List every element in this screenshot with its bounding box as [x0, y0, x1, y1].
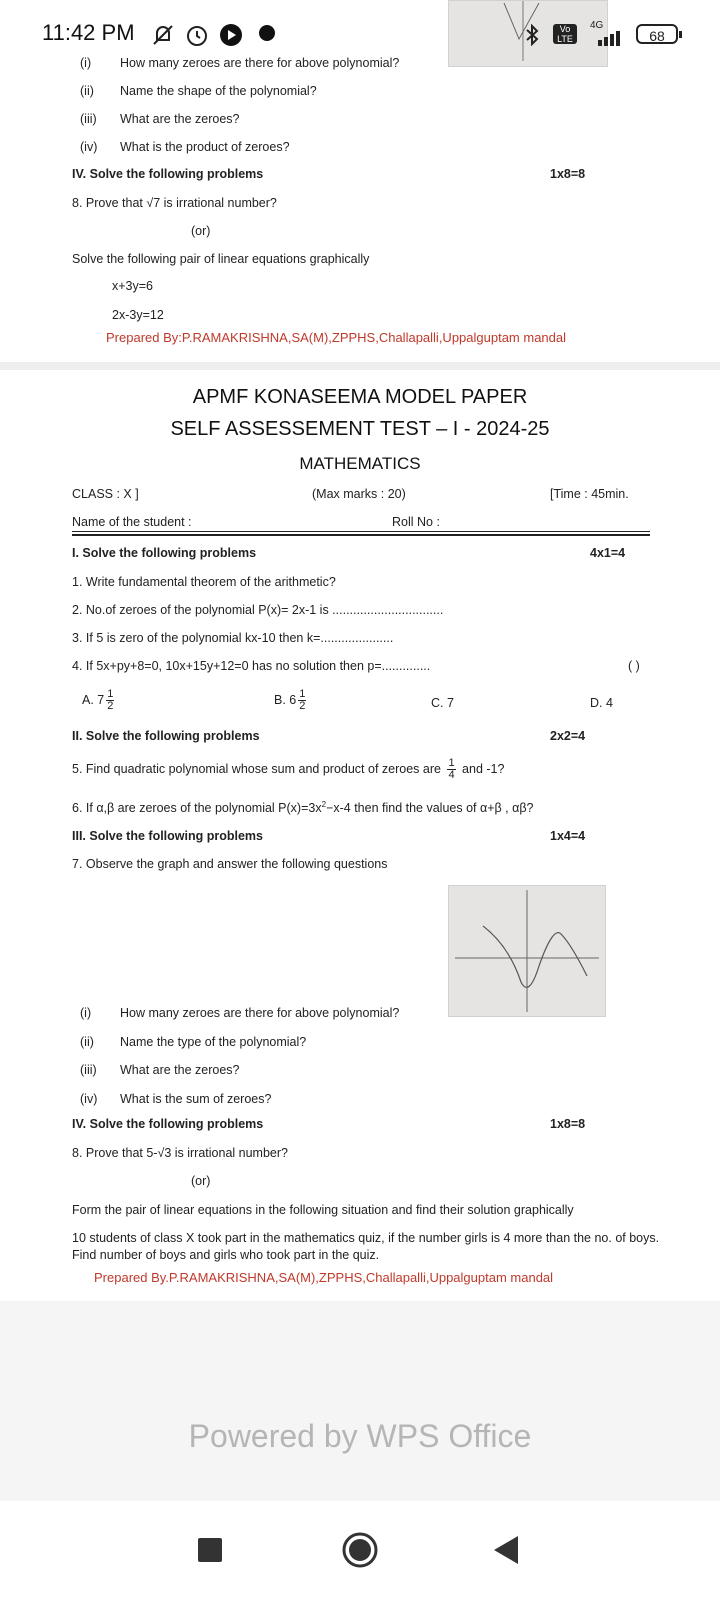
- section-marks: 1x4=4: [550, 829, 586, 843]
- paper-title: APMF KONASEEMA MODEL PAPER: [192, 386, 528, 408]
- polynomial-graph-image: [448, 885, 606, 1017]
- bluetooth-icon: [522, 24, 542, 51]
- battery-indicator: 68: [636, 24, 678, 44]
- or-label: (or): [191, 224, 211, 238]
- question-text: What are the zeroes?: [120, 1063, 240, 1077]
- question-text: Name the type of the polynomial?: [120, 1035, 307, 1049]
- app-notification-icon: [256, 22, 278, 49]
- header-rule: [72, 534, 650, 536]
- question-8: 8. Prove that √7 is irrational number?: [72, 196, 277, 210]
- recents-button[interactable]: [198, 1538, 222, 1567]
- question-3: 3. If 5 is zero of the polynomial kx-10 then k=.....................: [72, 631, 394, 645]
- question-text: What is the sum of zeroes?: [120, 1092, 272, 1106]
- question-6: 6. If α,β are zeroes of the polynomial $P(x)=3x^2-x-4$ then find the values of α+β , αβ?: [72, 800, 534, 816]
- question-1: 1. Write fundamental theorem of the arithmetic?: [72, 575, 336, 589]
- equation-1: x+3y=6: [112, 279, 154, 293]
- section-title: I. Solve the following problems: [72, 546, 257, 560]
- time-label: [Time : 45min.: [550, 487, 629, 501]
- question-num: (iii): [80, 112, 97, 126]
- paper-subject: MATHEMATICS: [299, 454, 421, 473]
- question-8-line2: Find number of boys and girls who took part in the quiz.: [72, 1248, 380, 1262]
- answer-bracket: ( ): [628, 659, 640, 673]
- section-marks: 1x8=8: [550, 1117, 586, 1131]
- footer-area: [0, 1301, 720, 1501]
- option-a: A. 7 $\frac{1}{2}$: [82, 688, 114, 712]
- class-label: CLASS : X ]: [72, 487, 139, 501]
- media-play-icon: [218, 22, 244, 53]
- signal-icon: [588, 30, 622, 51]
- question-8-line1: 10 students of class X took part in the mathematics quiz, if the number girls is 4 more than the no. of boys.: [72, 1231, 660, 1245]
- roll-no-label: Roll No :: [392, 515, 440, 529]
- alarm-icon: [184, 22, 210, 53]
- question-num: (iv): [80, 140, 98, 154]
- prepared-by: Prepared By:P.RAMAKRISHNA,SA(M),ZPPHS,Challapalli,Uppalguptam mandal: [106, 330, 567, 345]
- back-button[interactable]: [494, 1536, 518, 1569]
- status-time: 11:42 PM: [42, 20, 135, 45]
- question-2: 2. No.of zeroes of the polynomial P(x)= 2x-1 is ................................: [72, 603, 444, 617]
- section-title: II. Solve the following problems: [72, 729, 260, 743]
- question-8-alt: Solve the following pair of linear equations graphically: [72, 252, 370, 266]
- question-8: 8. Prove that 5-√3 is irrational number?: [72, 1146, 288, 1160]
- question-4: 4. If 5x+py+8=0, 10x+15y+12=0 has no solution then p=..............: [72, 659, 431, 673]
- question-num: (iii): [80, 1063, 97, 1077]
- question-text: What is the product of zeroes?: [120, 140, 290, 154]
- home-button[interactable]: [341, 1531, 379, 1574]
- question-7: 7. Observe the graph and answer the following questions: [72, 857, 388, 871]
- question-8-alt: Form the pair of linear equations in the following situation and find their solution graphically: [72, 1203, 574, 1217]
- paper-subtitle: SELF ASSESSEMENT TEST – I - 2024-25: [170, 418, 550, 440]
- section-title: IV. Solve the following problems: [72, 1117, 264, 1131]
- question-num: (ii): [80, 84, 94, 98]
- prepared-by: Prepared By.P.RAMAKRISHNA,SA(M),ZPPHS,Challapalli,Uppalguptam mandal: [94, 1270, 554, 1285]
- question-num: (i): [80, 1006, 92, 1020]
- network-type: 4G: [590, 20, 604, 31]
- max-marks: (Max marks : 20): [312, 487, 406, 501]
- section-title: IV. Solve the following problems: [72, 167, 264, 181]
- question-text: How many zeroes are there for above polynomial?: [120, 56, 400, 70]
- equation-2: 2x-3y=12: [112, 308, 164, 322]
- volte-badge: Vo LTE: [553, 24, 577, 44]
- question-num: (iv): [80, 1092, 98, 1106]
- header-rule: [72, 531, 650, 532]
- question-text: How many zeroes are there for above polynomial?: [120, 1006, 400, 1020]
- powered-by-wps: Powered by WPS Office: [188, 1418, 532, 1454]
- option-c: C. 7: [431, 696, 454, 710]
- question-text: What are the zeroes?: [120, 112, 240, 126]
- navigation-bar: [0, 1501, 720, 1600]
- page-divider: [0, 362, 720, 370]
- question-num: (i): [80, 56, 92, 70]
- question-num: (ii): [80, 1035, 94, 1049]
- option-d: D. 4: [590, 696, 613, 710]
- question-5: 5. Find quadratic polynomial whose sum and product of zeroes are $\frac{1}{4}$ and -1?: [72, 757, 505, 781]
- muted-bell-icon: [150, 22, 176, 53]
- question-text: Name the shape of the polynomial?: [120, 84, 317, 98]
- student-name-label: Name of the student :: [72, 515, 192, 529]
- section-title: III. Solve the following problems: [72, 829, 263, 843]
- or-label: (or): [191, 1174, 211, 1188]
- section-marks: 2x2=4: [550, 729, 586, 743]
- option-b: B. 6 $\frac{1}{2}$: [274, 688, 306, 712]
- section-marks: 4x1=4: [590, 546, 626, 560]
- section-marks: 1x8=8: [550, 167, 586, 181]
